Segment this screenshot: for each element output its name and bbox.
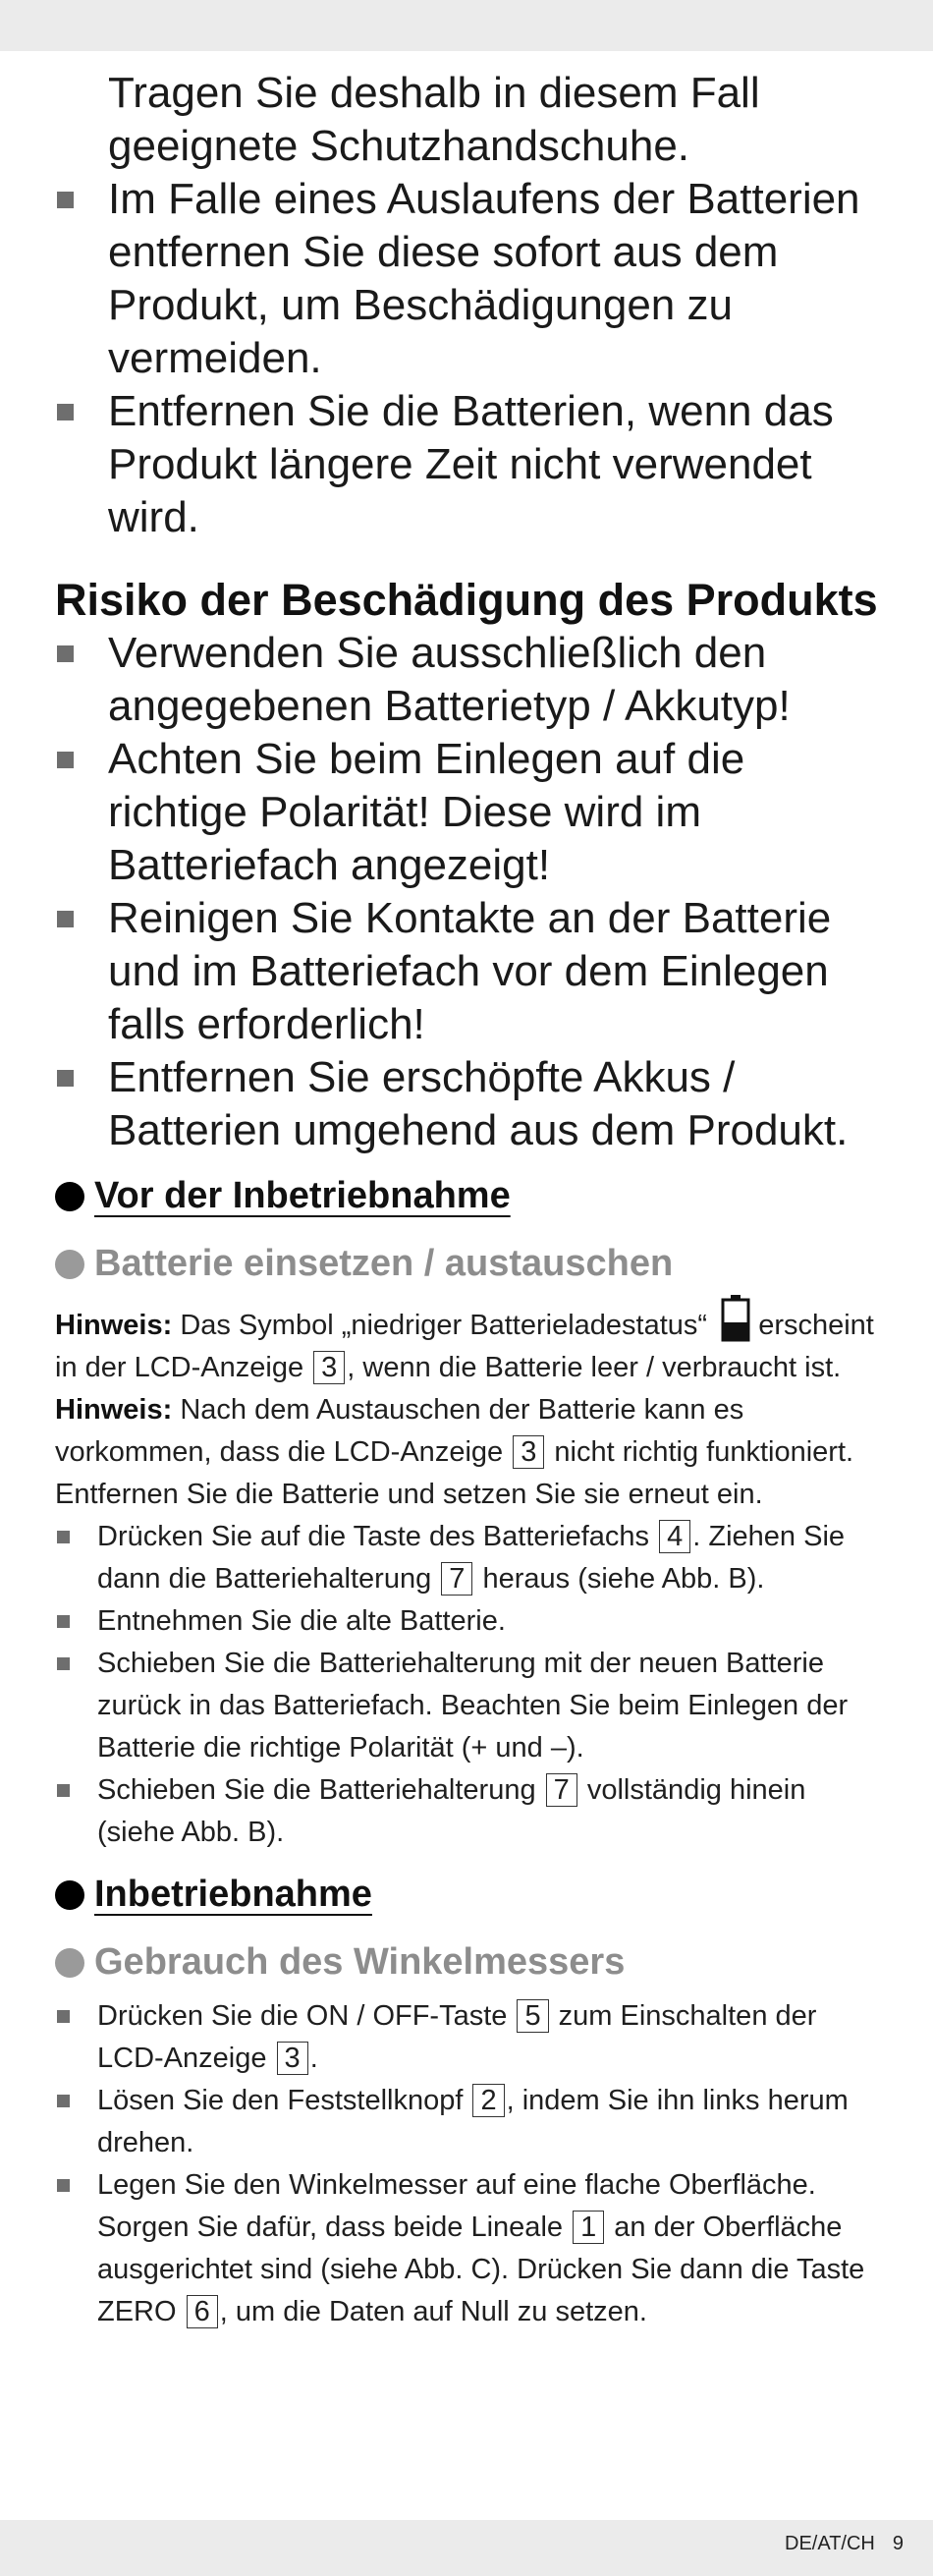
- ref-number: 3: [313, 1351, 345, 1384]
- ref-number: 3: [277, 2042, 308, 2075]
- ref-number: 7: [546, 1773, 577, 1807]
- bullet-square-icon: [57, 2179, 70, 2192]
- list-item: Schieben Sie die Batteriehalterung 7 vollständig hinein (siehe Abb. B).: [55, 1769, 890, 1854]
- ref-number: 6: [187, 2295, 218, 2328]
- subsection-dot-icon: [55, 1948, 84, 1978]
- footer-locale: DE/AT/CH: [785, 2533, 875, 2554]
- risk-heading: Risiko der Beschädigung des Produkts: [55, 575, 878, 625]
- list-item: Entnehmen Sie die alte Batterie.: [55, 1600, 890, 1643]
- ref-number: 1: [573, 2211, 604, 2244]
- bullet-square-icon: [57, 1531, 70, 1543]
- list-item: Reinigen Sie Kontakte an der Batterie und im Batteriefach vor dem Einlegen falls erforderlich!: [55, 892, 890, 1051]
- list-item: Verwenden Sie ausschließlich den angegebenen Batterietyp / Akkutyp!: [55, 627, 890, 733]
- section-dot-icon: [55, 1880, 84, 1910]
- operation-heading: Inbetriebnahme: [94, 1874, 372, 1915]
- bullet-square-icon: [57, 1784, 70, 1797]
- list-item: Drücken Sie auf die Taste des Batteriefachs 4 . Ziehen Sie dann die Batteriehalterung 7 heraus (siehe Abb. B).: [55, 1516, 890, 1600]
- list-item: Lösen Sie den Feststellknopf 2 , indem Sie ihn links herum drehen.: [55, 2080, 890, 2164]
- list-item: Im Falle eines Auslaufens der Batterien entfernen Sie diese sofort aus dem Produkt, um Beschädigungen zu vermeiden.: [55, 173, 890, 385]
- bullet-square-icon: [57, 1657, 70, 1670]
- ref-number: 7: [441, 1562, 472, 1596]
- bullet-square-icon: [57, 911, 74, 927]
- battery-subheading: Batterie einsetzen / austauschen: [94, 1243, 674, 1284]
- protractor-subheading: Gebrauch des Winkelmessers: [94, 1941, 626, 1983]
- section-dot-icon: [55, 1182, 84, 1211]
- bullet-square-icon: [57, 1615, 70, 1628]
- bullet-square-icon: [57, 2010, 70, 2023]
- page-number: 9: [892, 2533, 904, 2554]
- bullet-square-icon: [57, 1070, 74, 1087]
- protractor-subheading-row: [55, 1941, 890, 1984]
- bullet-square-icon: [57, 192, 74, 208]
- battery-subheading-row: [55, 1243, 890, 1285]
- list-item: Entfernen Sie die Batterien, wenn das Produkt längere Zeit nicht verwendet wird.: [55, 385, 890, 544]
- bullet-square-icon: [57, 752, 74, 768]
- intro-continuation: Tragen Sie deshalb in diesem Fall geeignete Schutzhandschuhe.: [108, 69, 760, 170]
- list-item: Achten Sie beim Einlegen auf die richtige Polarität! Diese wird im Batteriefach angezeigt!: [55, 733, 890, 892]
- ref-number: 5: [517, 1999, 548, 2033]
- bullet-square-icon: [57, 645, 74, 662]
- before-use-heading-row: [55, 1175, 890, 1217]
- low-battery-icon: [721, 1295, 750, 1342]
- subsection-dot-icon: [55, 1250, 84, 1279]
- list-item: Entfernen Sie erschöpfte Akkus / Batterien umgehend aus dem Produkt.: [55, 1051, 890, 1157]
- page-footer: [767, 2533, 904, 2555]
- note-label: Hinweis:: [55, 1310, 173, 1341]
- operation-heading-row: [55, 1874, 890, 1916]
- before-use-heading: Vor der Inbetriebnahme: [94, 1175, 511, 1216]
- note-label: Hinweis:: [55, 1394, 173, 1426]
- bullet-square-icon: [57, 2095, 70, 2107]
- note-low-battery: Hinweis: Das Symbol „niedriger Batterieladestatus“ erscheint in der LCD-Anzeige 3 , wenn die Batterie leer / verbraucht ist.: [55, 1295, 890, 1389]
- page-content: [55, 67, 890, 2333]
- list-item: Schieben Sie die Batteriehalterung mit der neuen Batterie zurück in das Batteriefach. Beachten Sie beim Einlegen der Batterie die richtige Polarität (+ und –).: [55, 1643, 890, 1769]
- note-lcd: Hinweis: Nach dem Austauschen der Batterie kann es vorkommen, dass die LCD-Anzeige 3 nicht richtig funktioniert. Entfernen Sie die Batterie und setzen Sie sie erneut ein.: [55, 1394, 854, 1510]
- ref-number: 3: [513, 1435, 544, 1469]
- list-item: Legen Sie den Winkelmesser auf eine flache Oberfläche. Sorgen Sie dafür, dass beide Lineale 1 an der Oberfläche ausgerichtet sind (siehe Abb. C). Drücken Sie dann die Taste ZERO 6 , um die Daten auf Null zu setzen.: [55, 2164, 890, 2333]
- list-item: Drücken Sie die ON / OFF-Taste 5 zum Einschalten der LCD-Anzeige 3 .: [55, 1995, 890, 2080]
- ref-number: 4: [659, 1520, 690, 1553]
- bullet-square-icon: [57, 404, 74, 420]
- ref-number: 2: [472, 2084, 504, 2117]
- top-margin-bar: [0, 0, 933, 51]
